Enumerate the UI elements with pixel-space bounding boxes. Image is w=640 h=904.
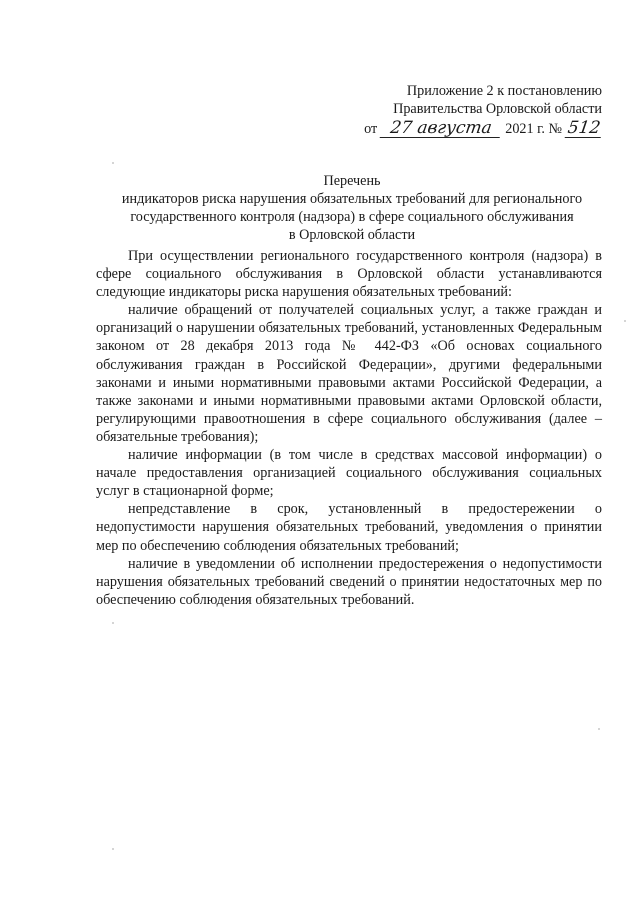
- paragraph-indicator-3: непредставление в срок, установленный в предостережении о недопустимости нарушения обязательных требований, уведомления о принятии мер по обеспечению соблюдения обязательных требований;: [96, 501, 602, 554]
- appendix-line-1: Приложение 2 к постановлению: [406, 83, 602, 99]
- appendix-header: [340, 82, 602, 138]
- scan-speck: [598, 728, 600, 730]
- paragraph-indicator-2: наличие информации (в том числе в средствах массовой информации) о начале предоставления организацией социального обслуживания социальных услуг в стационарной форме;: [96, 447, 602, 500]
- handwritten-date: 27 августа: [380, 119, 503, 138]
- document-title: [96, 172, 608, 244]
- year-text: 2021 г. №: [505, 121, 562, 137]
- scan-speck: [112, 622, 114, 624]
- handwritten-number: 512: [566, 118, 602, 138]
- paragraph-indicator-1: наличие обращений от получателей социальных услуг, а также граждан и организаций о нарушении обязательных требований, установленных Федеральным законом от 28 декабря 2013 года № 442-ФЗ «Об основах социального обслуживания граждан в Российской Федерации», другими федеральными законами и иными нормативными правовыми актами Российской Федерации, а также законами и иными нормативными правовыми актами Орловской области, регулирующими правоотношения в сфере социального обслуживания (далее – обязательные требования);: [96, 302, 602, 445]
- appendix-line-2: Правительства Орловской области: [393, 101, 602, 117]
- paragraph-indicator-4: наличие в уведомлении об исполнении предостережения о недопустимости нарушения обязательных требований сведений о принятии недостаточных мер по обеспечению соблюдения обязательных требований.: [96, 555, 602, 608]
- title-line-1: Перечень: [323, 173, 381, 189]
- scan-speck: [112, 848, 114, 850]
- date-prefix: от: [364, 121, 378, 137]
- scan-speck: [624, 320, 626, 322]
- title-line-4: в Орловской области: [288, 227, 416, 243]
- paragraph-intro: При осуществлении регионального государственного контроля (надзора) в сфере социального обслуживания в Орловской области устанавливаются следующие индикаторы риска нарушения обязательных требований:: [96, 248, 602, 301]
- scan-speck: [112, 162, 114, 164]
- appendix-date-line: [340, 119, 602, 138]
- document-body: [96, 247, 602, 609]
- title-line-2: индикаторов риска нарушения обязательных требований для регионального: [121, 191, 583, 207]
- title-line-3: государственного контроля (надзора) в сфере социального обслуживания: [130, 209, 574, 225]
